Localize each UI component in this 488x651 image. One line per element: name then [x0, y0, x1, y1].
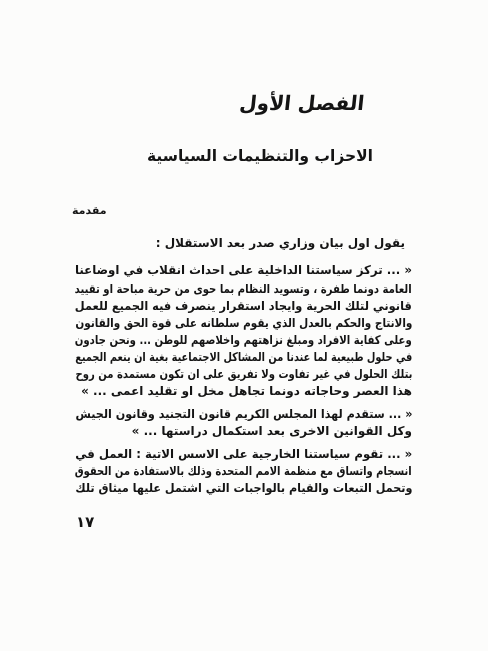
quote-line-text: في حلول طبيعية لما عندنا من المشاكل الاجتماعية بغية ان ينعم الجميع — [75, 350, 412, 364]
quote-line — [75, 422, 412, 440]
quote-line — [75, 462, 412, 480]
quote-line-text: « ... تركز سياستنا الداخلية على احداث انقلاب في اوضاعنا — [75, 263, 412, 277]
quote-line-text: بتلك الحلول في غير تفاوت ولا تفريق على ان تكون مستمدة من روح — [75, 367, 412, 381]
intro-line-text: يقول اول بيان وزاري صدر بعد الاستقلال : — [155, 236, 405, 250]
quote-line-text: « ... تقوم سياستنا الخارجية على الاسس الاتية : العمل في — [75, 447, 412, 461]
intro-line — [75, 234, 405, 252]
quote-line-text: وتحمل التبعات والقيام بالواجبات التي اشتمل عليها ميثاق تلك — [75, 481, 412, 495]
quote-line-text: هذا العصر وحاجاته دونما تجاهل مخل او تقليد اعمى ... » — [81, 384, 412, 398]
quote-line-text: « ... ستقدم لهذا المجلس الكريم قانون التجنيد وقانون الجيش — [75, 407, 412, 421]
quote-line — [75, 297, 412, 315]
quote-line-text: انسجام واتساق مع منظمة الامم المتحدة وذلك بالاستفادة من الحقوق — [75, 464, 412, 478]
quote-line-text: والانتاج والحكم بالعدل الذي يقوم سلطانه على قوة الحق والقانون — [75, 316, 412, 330]
quote-line-text: وكل القوانين الاخرى بعد استكمال دراستها ... » — [131, 424, 412, 438]
quote-line-text: قانوني لتلك الحرية وايجاد استقرار ينصرف فيه الجميع للعمل — [75, 299, 412, 313]
quote-line — [75, 331, 412, 349]
quote-line-text: العامة دونما طفرة ، وتسويد النظام بما حوى من حرية مباحة او تقييد — [75, 282, 412, 296]
quote-line — [75, 405, 412, 423]
quote-line — [75, 280, 412, 298]
chapter-title: الفصل الأول — [238, 91, 366, 115]
section-heading: مقدمة — [72, 204, 107, 217]
quote-line — [75, 479, 412, 497]
quote-line — [75, 314, 412, 332]
quote-line — [75, 348, 412, 366]
quote-line — [75, 365, 412, 383]
chapter-subtitle: الاحزاب والتنظيمات السياسية — [146, 147, 373, 165]
quote-line — [75, 382, 412, 400]
page-number: ١٧ — [76, 513, 95, 531]
quote-line — [75, 445, 412, 463]
quote-line-text: وعلى كفاية الافراد ومبلغ نزاهتهم واخلاصهم للوطن ... ونحن جادون — [75, 333, 412, 347]
quote-line — [75, 261, 412, 279]
